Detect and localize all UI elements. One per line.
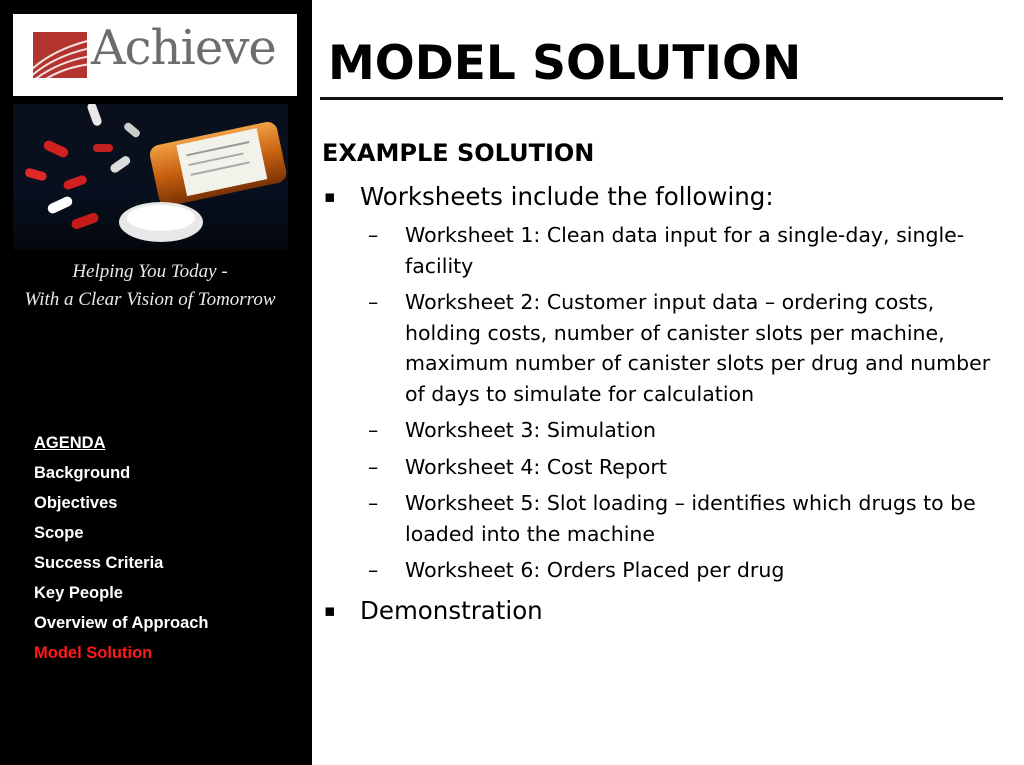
agenda-item-model-solution[interactable]: Model Solution: [34, 644, 153, 662]
dash-bullet-icon: –: [368, 558, 379, 582]
agenda-item-scope[interactable]: Scope: [34, 524, 84, 542]
agenda-item-overview-of-approach[interactable]: Overview of Approach: [34, 614, 209, 632]
bullet-demonstration: [322, 594, 1012, 628]
list-item: [322, 488, 1012, 549]
worksheet-text: Worksheet 3: Simulation: [405, 418, 657, 442]
dash-bullet-icon: –: [368, 418, 379, 442]
dash-bullet-icon: –: [368, 223, 379, 247]
section-subheading: EXAMPLE SOLUTION: [322, 139, 595, 167]
worksheet-text: Worksheet 1: Clean data input for a single-day, single-facility: [405, 223, 965, 278]
bullet-text: Demonstration: [360, 595, 543, 625]
pills-illustration: [13, 104, 288, 250]
square-bullet-icon: ▪: [324, 187, 336, 207]
worksheet-text: Worksheet 2: Customer input data – ordering costs, holding costs, number of canister slots per machine, maximum number of canister slots per drug and number of days to simulate for calculation: [405, 290, 991, 406]
agenda-item-background[interactable]: Background: [34, 464, 131, 482]
tagline: [0, 258, 300, 314]
slide-title: MODEL SOLUTION: [328, 36, 802, 91]
agenda-header-link[interactable]: AGENDA: [34, 434, 106, 452]
list-item: [322, 220, 1012, 281]
tagline-line-1: Helping You Today -: [72, 261, 228, 282]
pills-bottle-image: [13, 104, 288, 250]
tagline-line-2: With a Clear Vision of Tomorrow: [24, 289, 276, 310]
dash-bullet-icon: –: [368, 454, 379, 479]
sidebar: [0, 0, 312, 765]
dash-bullet-icon: –: [368, 290, 379, 314]
list-item: [322, 287, 1012, 409]
agenda-item-objectives[interactable]: Objectives: [34, 494, 118, 512]
dash-bullet-icon: –: [368, 491, 379, 515]
slide-content: [322, 136, 1012, 628]
worksheet-text: Worksheet 5: Slot loading – identifies which drugs to be loaded into the machine: [405, 491, 976, 546]
logo-swirl-icon: [33, 32, 87, 78]
title-divider: [320, 97, 1003, 100]
company-logo: [13, 14, 297, 96]
square-bullet-icon: ▪: [324, 600, 336, 621]
agenda-item-key-people[interactable]: Key People: [34, 584, 123, 602]
worksheet-text: Worksheet 6: Orders Placed per drug: [405, 558, 785, 582]
worksheet-list: [322, 220, 1012, 586]
worksheet-text: Worksheet 4: Cost Report: [405, 454, 667, 479]
bullet-worksheets: [322, 180, 1012, 214]
list-item: [322, 555, 1012, 586]
bullet-text: Worksheets include the following:: [360, 182, 774, 211]
agenda-item-success-criteria[interactable]: Success Criteria: [34, 554, 164, 572]
logo-wordmark: Achieve: [91, 20, 276, 76]
list-item: [322, 452, 1012, 483]
list-item: [322, 415, 1012, 446]
agenda-nav: [34, 432, 209, 672]
